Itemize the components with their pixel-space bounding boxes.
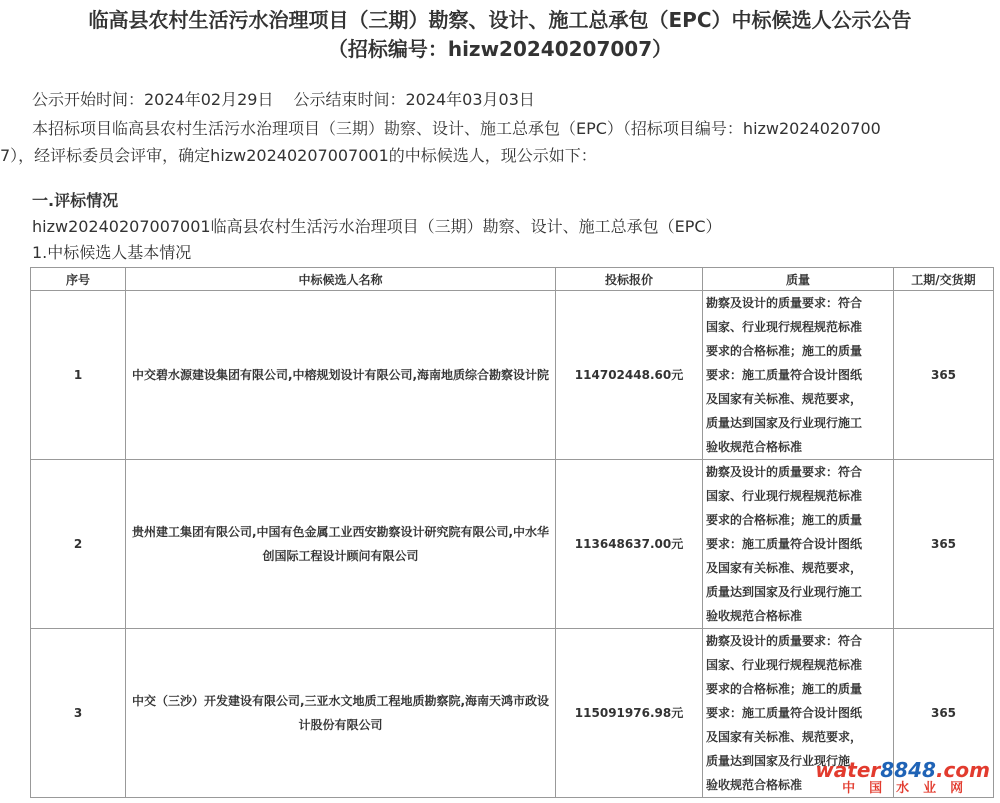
quality-line: 要求的合格标准；施工的质量 — [706, 344, 863, 358]
cell-name: 中交碧水源建设集团有限公司,中榕规划设计有限公司,海南地质综合勘察设计院 — [126, 291, 556, 460]
quality-line: 验收规范合格标准 — [706, 609, 803, 623]
quality-line: 及国家有关标准、规范要求， — [706, 392, 863, 406]
header-price: 投标报价 — [556, 268, 703, 291]
page-title-line2: （招标编号：hizw20240207007） — [327, 37, 673, 61]
publicity-end: 公示结束时间：2024年03月03日 — [293, 90, 535, 109]
quality-line: 国家、行业现行规程规范标准 — [706, 489, 863, 503]
quality-line: 质量达到国家及行业现行施工 — [706, 585, 863, 599]
quality-line: 要求：施工质量符合设计图纸 — [706, 537, 863, 551]
header-no: 序号 — [31, 268, 126, 291]
quality-line: 国家、行业现行规程规范标准 — [706, 658, 863, 672]
cell-no: 1 — [31, 291, 126, 460]
quality-line: 勘察及设计的质量要求：符合 — [706, 634, 863, 648]
cell-period: 365 — [894, 291, 994, 460]
cell-price: 114702448.60元 — [556, 291, 703, 460]
publicity-dates — [32, 89, 535, 111]
section-subtitle: 1.中标候选人基本情况 — [32, 243, 192, 262]
table-row — [31, 291, 994, 460]
cell-period: 365 — [894, 460, 994, 629]
section-title: 一.评标情况 — [32, 191, 119, 210]
quality-line: 要求：施工质量符合设计图纸 — [706, 706, 863, 720]
quality-line: 质量达到国家及行业现行施工 — [706, 416, 863, 430]
intro-paragraph — [0, 115, 985, 169]
quality-line: 要求的合格标准；施工的质量 — [706, 682, 863, 696]
quality-line: 要求：施工质量符合设计图纸 — [706, 368, 863, 382]
header-name: 中标候选人名称 — [126, 268, 556, 291]
cell-price: 113648637.00元 — [556, 460, 703, 629]
quality-line: 要求的合格标准；施工的质量 — [706, 513, 863, 527]
quality-line: 验收规范合格标准 — [706, 778, 803, 792]
quality-line: 及国家有关标准、规范要求， — [706, 561, 863, 575]
quality-line: 验收规范合格标准 — [706, 440, 803, 454]
publicity-start: 公示开始时间：2024年02月29日 — [32, 90, 274, 109]
table-row — [31, 460, 994, 629]
quality-line: 及国家有关标准、规范要求， — [706, 730, 863, 744]
quality-line: 国家、行业现行规程规范标准 — [706, 320, 863, 334]
site-watermark — [815, 759, 990, 797]
cell-price: 115091976.98元 — [556, 629, 703, 798]
table-header-row — [31, 268, 994, 291]
cell-quality — [703, 291, 894, 460]
candidates-table — [30, 267, 994, 798]
watermark-logo: water8848.com — [815, 758, 990, 782]
watermark-cn: 中国水业网 — [842, 781, 978, 796]
cell-no: 2 — [31, 460, 126, 629]
intro-line2: 7），经评标委员会评审，确定hizw20240207007001的中标候选人，现公示如下： — [0, 146, 597, 165]
cell-name: 贵州建工集团有限公司,中国有色金属工业西安勘察设计研究院有限公司,中水华创国际工程设计顾问有限公司 — [126, 460, 556, 629]
section-project-line: hizw20240207007001临高县农村生活污水治理项目（三期）勘察、设计、施工总承包（EPC） — [32, 217, 722, 236]
intro-line1: 本招标项目临高县农村生活污水治理项目（三期）勘察、设计、施工总承包（EPC）（招标项目编号：hizw2024020700 — [32, 119, 881, 138]
cell-quality — [703, 460, 894, 629]
quality-line: 质量达到国家及行业现行施 — [706, 754, 851, 768]
quality-line: 勘察及设计的质量要求：符合 — [706, 465, 863, 479]
page-title — [0, 6, 1000, 64]
cell-period: 365 — [894, 629, 994, 798]
cell-no: 3 — [31, 629, 126, 798]
page-title-line1: 临高县农村生活污水治理项目（三期）勘察、设计、施工总承包（EPC）中标候选人公示公告 — [88, 8, 912, 32]
cell-name: 中交（三沙）开发建设有限公司,三亚水文地质工程地质勘察院,海南天鸿市政设计股份有限公司 — [126, 629, 556, 798]
quality-line: 勘察及设计的质量要求：符合 — [706, 296, 863, 310]
header-quality: 质量 — [703, 268, 894, 291]
header-period: 工期/交货期 — [894, 268, 994, 291]
